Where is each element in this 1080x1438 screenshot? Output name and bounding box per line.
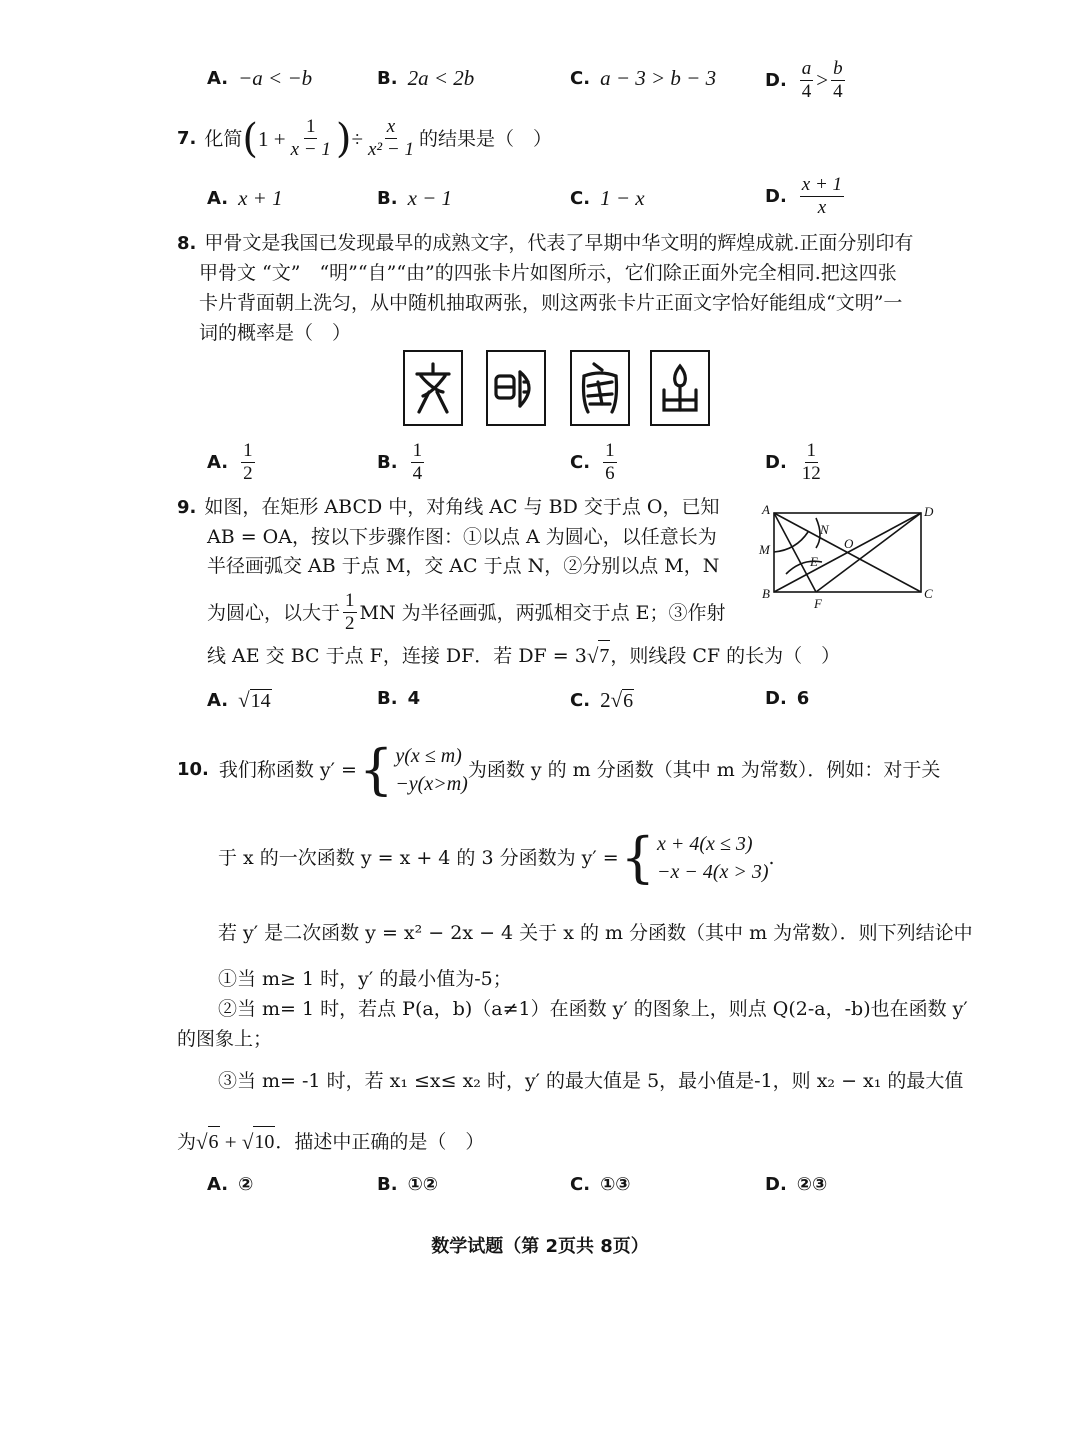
piecewise-example: { x + 4(x ≤ 3) −x − 4(x > 3) [620,826,769,889]
rectangle-abcd-figure [752,496,942,612]
q9-option-b[interactable] [377,688,430,709]
option-label: B. [377,452,398,473]
option-label: B. [377,68,398,89]
option-label: D. [765,688,787,709]
fraction [343,590,357,635]
option-label: C. [570,188,591,209]
q6-option-d[interactable] [765,58,848,103]
q10-stem-line2 [218,826,775,889]
option-label: C. [570,690,591,711]
q7-option-d[interactable] [765,174,847,219]
option-label: A. [207,690,229,711]
statement-3: ③当 m= -1 时，若 x₁ ≤x≤ x₂ 时，y′ 的最大值是 5，最小值是-1，则 x₂ − x₁ 的最大值 [218,1070,964,1092]
segment-df [816,513,921,592]
label-n: N [820,522,829,537]
oracle-wen-glyph-icon [405,352,461,424]
question-text: 我们称函数 y′ = [218,759,357,781]
coefficient: 2 [600,688,611,712]
question-text-line: AB = OA，按以下步骤作图：①以点 A 为圆心，以任意长为 [207,526,717,548]
q10-option-d[interactable] [765,1174,837,1195]
option-label: B. [377,1174,398,1195]
fraction-denominator: 12 [801,463,821,484]
fraction [831,58,845,103]
q9-option-a[interactable]: A. √ 14 [207,688,271,712]
question-number: 8. [177,233,197,254]
label-d: D [924,504,934,519]
option-text: 4 [407,688,421,709]
oracle-ming-glyph-icon [488,352,544,424]
q6-option-b[interactable] [377,66,474,91]
fraction-denominator: x − 1 [290,139,331,160]
question-text-line: 词的概率是（ ） [199,322,352,344]
q10-option-b[interactable] [377,1174,448,1195]
q7-option-a[interactable] [207,186,283,211]
q7-stem [177,116,552,161]
oracle-you-glyph-icon [652,352,708,424]
q8-stem [177,228,913,259]
arc-mn [774,532,808,552]
option-text: 6 [796,688,810,709]
fraction-numerator: 1 [305,116,316,137]
question-text: 的结果是（ ） [418,127,552,150]
option-text: ①③ [600,1174,631,1195]
question-number: 10. [177,759,209,780]
radicand: 6 [208,1126,220,1157]
option-text: ② [238,1174,254,1195]
card-zi [570,350,630,426]
expr-term: 1 + [258,126,286,151]
label-c: C [924,586,933,601]
radicand: 6 [623,689,634,712]
fraction-numerator: 1 [412,440,423,461]
option-label: D. [765,1174,787,1195]
case-line: −x − 4(x > 3) [656,861,769,883]
radicand: 7 [598,640,610,671]
option-text: 1 − x [600,186,645,210]
option-label: C. [570,452,591,473]
option-label: B. [377,688,398,709]
q9-stem-line4 [207,590,726,635]
q8-option-d[interactable] [765,440,826,485]
q6-option-a[interactable] [207,66,312,91]
statement-2: ②当 m= 1 时，若点 P(a，b)（a≠1）在函数 y′ 的图象上，则点 Q(2-a，-b)也在函数 y′ [218,998,968,1020]
label-a: A [762,502,770,517]
question-text-line: 甲骨文 “文” “明”“自”“由”的四张卡片如图所示，它们除正面外完全相同.把这四张 [199,262,897,284]
q9-stem-line1 [177,492,720,523]
fraction [800,440,823,485]
paren-left: ( [242,115,258,162]
question-text: 为圆心，以大于 [207,601,341,624]
question-number: 7. [177,127,197,149]
question-text: ，则线段 CF 的长为（ ） [610,644,841,667]
label-e: E [810,554,818,569]
q10-option-a[interactable] [207,1174,263,1195]
q10-stem-line8: 为 √ 6 + √ 10 ．描述中正确的是（ ） [177,1126,484,1157]
card-you [650,350,710,426]
fraction [289,116,333,161]
q7-option-c[interactable] [570,186,645,211]
fraction [603,440,617,485]
option-label: B. [377,188,398,209]
radicand: 10 [253,1126,275,1157]
geometry-diagram [752,496,942,612]
question-text-line: 的图象上； [177,1028,273,1050]
question-text-line: 半径画弧交 AB 于点 M，交 AC 于点 N，②分别以点 M，N [207,555,720,577]
fraction-numerator: 1 [345,590,355,611]
fraction-numerator: 1 [243,440,253,461]
option-label: A. [207,188,229,209]
question-text-line: 甲骨文是我国已发现最早的成熟文字，代表了早期中华文明的辉煌成就.正面分别印有 [204,232,914,254]
q8-option-b[interactable] [377,440,427,485]
fraction [241,440,255,485]
q9-option-c[interactable]: C. 2 √ 6 [570,688,634,712]
fraction-denominator: 2 [345,613,355,634]
operator: + [219,1129,242,1154]
q6-option-c[interactable] [570,66,716,91]
card-wen [403,350,463,426]
question-text: ．描述中正确的是（ ） [275,1130,485,1153]
fraction [800,58,814,103]
card-ming [486,350,546,426]
oracle-zi-glyph-icon [572,352,628,424]
question-text: . [768,847,775,869]
case-line: −y(x>m) [395,773,468,795]
fraction [366,116,416,161]
fraction-denominator: 4 [412,463,423,484]
paren-right: ) [335,115,352,162]
fraction-numerator: 1 [806,440,817,461]
option-label: D. [765,186,787,207]
operator: > [816,68,829,92]
option-text: a − 3 > b − 3 [600,66,717,90]
fraction-denominator: x [817,197,827,218]
q8-option-a[interactable] [207,440,258,485]
option-label: A. [207,1174,229,1195]
option-label: D. [765,452,787,473]
q9-option-d[interactable] [765,688,819,709]
question-text-line: 卡片背面朝上洗匀，从中随机抽取两张，则这两张卡片正面文字恰好能组成“文明”一 [199,292,903,314]
fraction-numerator: a [801,58,812,79]
option-text: x − 1 [407,186,453,210]
fraction-denominator: 2 [243,463,253,484]
page-footer: 数学试题（第 2页共 8页） [431,1236,649,1257]
option-label: A. [207,452,229,473]
option-text: −a < −b [238,66,313,90]
option-label: D. [765,70,787,91]
statement-1: ①当 m≥ 1 时，y′ 的最小值为-5； [218,968,512,990]
fraction-numerator: 1 [605,440,615,461]
division-sign: ÷ [351,126,363,151]
option-label: A. [207,68,229,89]
label-m: M [759,542,770,557]
fraction-numerator: b [833,58,843,79]
case-line: y(x ≤ m) [395,745,462,767]
q10-stem-line1 [177,738,941,801]
label-o: O [844,536,854,551]
fraction-numerator: x + 1 [801,174,843,195]
option-label: C. [570,1174,591,1195]
q8-option-c[interactable] [570,440,620,485]
option-text: 2a < 2b [407,66,475,90]
fraction-denominator: 4 [801,81,812,102]
question-text-line: 如图，在矩形 ABCD 中，对角线 AC 与 BD 交于点 O，已知 [204,496,720,518]
question-text-line: 若 y′ 是二次函数 y = x² − 2x − 4 关于 x 的 m 分函数（其中 m 为常数）．则下列结论中 [218,922,973,944]
option-label: C. [570,68,591,89]
question-text: 线 AE 交 BC 于点 F，连接 DF．若 DF = 3 [207,644,587,667]
fraction-denominator: 4 [833,81,843,102]
fraction-denominator: x² − 1 [368,139,414,160]
question-text: 为函数 y 的 m 分函数（其中 m 为常数）．例如：对于关 [467,759,941,781]
option-text: x + 1 [238,186,283,210]
case-line: x + 4(x ≤ 3) [656,833,753,855]
fraction [800,174,844,219]
radicand: 14 [250,689,271,712]
fraction-denominator: 6 [605,463,615,484]
piecewise-definition: { y(x ≤ m) −y(x>m) [358,738,468,801]
q10-option-c[interactable] [570,1174,641,1195]
label-b: B [762,586,770,601]
q7-option-b[interactable] [377,186,452,211]
option-text: ①② [407,1174,439,1195]
q9-stem-line5: 线 AE 交 BC 于点 F，连接 DF．若 DF = 3 √ 7 ，则线段 CF 的长为（ ） [207,640,840,671]
fraction-numerator: x [386,116,396,137]
question-text: MN 为半径画弧，两弧相交于点 E；③作射 [359,601,726,624]
fraction [411,440,425,485]
option-text: ②③ [796,1174,828,1195]
question-number: 9. [177,497,197,518]
question-text: 为 [177,1130,197,1153]
question-text: 化简 [204,127,243,150]
label-f: F [814,596,822,611]
question-text: 于 x 的一次函数 y = x + 4 的 3 分函数为 y′ = [218,847,619,869]
